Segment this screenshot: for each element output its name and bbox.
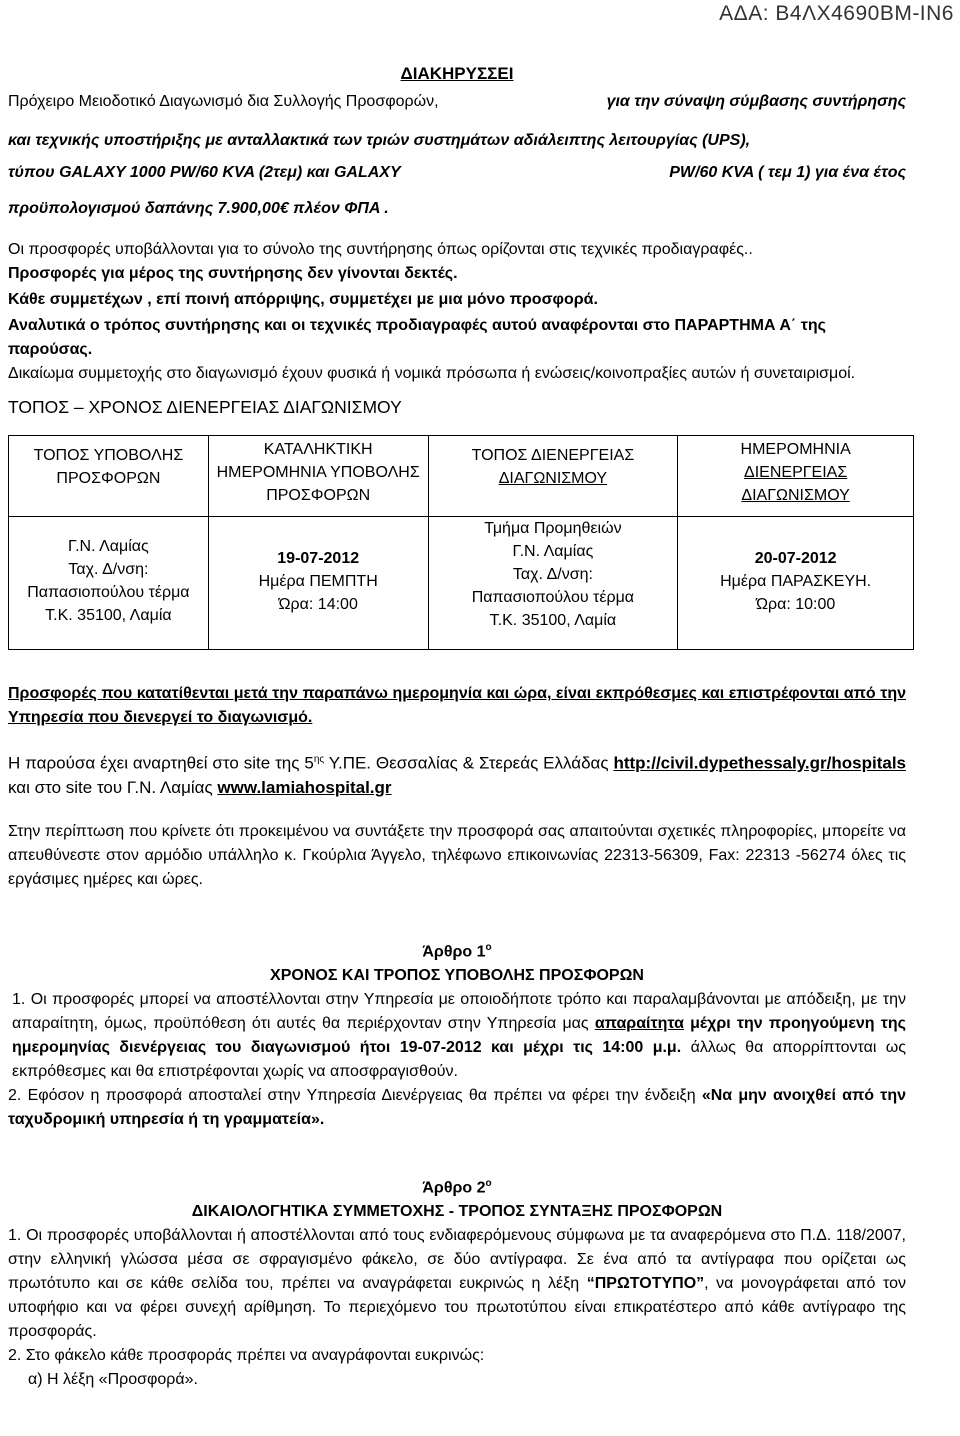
- link-lamiahospital[interactable]: www.lamiahospital.gr: [217, 777, 392, 797]
- intro-line-1a: Πρόχειρο Μειοδοτικό Διαγωνισμό δια Συλλογής Προσφορών,: [8, 93, 439, 110]
- article-2-heading: Άρθρο $2^o$: [422, 1177, 492, 1197]
- table-row: [9, 517, 914, 650]
- article-1-paragraph-1: 1. Οι προσφορές μπορεί να αποστέλλονται στην Υπηρεσία με οποιοδήποτε τρόπο και παραλαμβάνονται με απόδειξη, με την απαραίτητη, όμως, προϋπόθεση ότι αυτές θα περιέρχονταν στην Υπηρεσία μας απαραίτητα μέχρι την προηγούμενη της ημερομηνίας διενέργειας του διαγωνισμού ήτοι 19-07-2012 και μέχρι τις 14:00 μ.μ. άλλως θα απορρίπτονται ως εκπρόθεσμες και θα επιστρέφονται χωρίς να αποσφραγισθούν.: [12, 990, 906, 1080]
- paragraph-contact: Στην περίπτωση που κρίνετε ότι προκειμένου να συντάξετε την προσφορά σας απαιτούνται σχετικές πληροφορίες, μπορείτε να απευθύνεστε στον αρμόδιο υπάλληλο κ. Γκούρλια Άγγελο, τηλέφωνο επικοινωνίας 22313-56309, Fax: 22313 -56274 όλες τις εργάσιμες ημέρες και ώρες.: [8, 822, 906, 888]
- intro-block: [8, 88, 906, 224]
- article-1-title: ΧΡΟΝΟΣ ΚΑΙ ΤΡΟΠΟΣ ΥΠΟΒΟΛΗΣ ΠΡΟΣΦΟΡΩΝ: [270, 966, 644, 984]
- intro-line-3b: PW/60 KVA ( τεμ 1) για ένα έτος: [669, 164, 906, 181]
- article-1-paragraph-2: 2. Εφόσον η προσφορά αποσταλεί στην Υπηρεσία Διενέργειας θα πρέπει να φέρει την ένδειξη «Να μην ανοιχθεί από την ταχυδρομική υπηρεσία ή τη γραμματεία».: [8, 1086, 906, 1128]
- cell-conduct-place: Τμήμα Προμηθειών Γ.Ν. Λαμίας Ταχ. Δ/νση: Παπασιοπούλου τέρμα Τ.Κ. 35100, Λαμία: [428, 517, 678, 650]
- section-title-place-time: ΤΟΠΟΣ – ΧΡΟΝΟΣ ΔΙΕΝΕΡΓΕΙΑΣ ΔΙΑΓΩΝΙΣΜΟΥ: [8, 397, 402, 417]
- article-2-paragraph-2: 2. Στο φάκελο κάθε προσφοράς πρέπει να αναγράφονται ευκρινώς:: [8, 1347, 485, 1365]
- tender-schedule-table: [8, 435, 914, 650]
- paragraph-late-offers: Προσφορές που κατατίθενται μετά την παραπάνω ημερομηνία και ώρα, είναι εκπρόθεσμες και επιστρέφονται από την Υπηρεσία που διενεργεί το διαγωνισμό.: [8, 685, 906, 726]
- cell-submission-place: Γ.Ν. Λαμίας Ταχ. Δ/νση: Παπασιοπούλου τέρμα Τ.Κ. 35100, Λαμία: [9, 517, 209, 650]
- table-header-row: [9, 436, 914, 517]
- header-deadline: ΚΑΤΑΛΗΚΤΙΚΗ ΗΜΕΡΟΜΗΝΙΑ ΥΠΟΒΟΛΗΣ ΠΡΟΣΦΟΡΩΝ: [208, 436, 428, 517]
- document-page: [8, 62, 906, 1392]
- article-1: [8, 936, 906, 988]
- article-2: [8, 1172, 906, 1224]
- article-1-heading: Άρθρο $1^o$: [422, 941, 492, 960]
- ada-code: ΑΔΑ: Β4ΛΧ4690ΒΜ-ΙΝ6: [719, 2, 954, 25]
- paragraph-single-offer: Κάθε συμμετέχων , επί ποινή απόρριψης, συμμετέχει με μια μόνο προσφορά.: [8, 291, 598, 308]
- paragraph-partial: Προσφορές για μέρος της συντήρησης δεν γίνονται δεκτές.: [8, 265, 458, 282]
- paragraph-scope: Οι προσφορές υποβάλλονται για το σύνολο της συντήρησης όπως ορίζονται στις τεχνικές προδιαγραφές..: [8, 241, 753, 258]
- intro-line-1b: για την σύναψη σύμβασης συντήρησης: [606, 93, 906, 110]
- intro-line-3a: τύπου GALAXY 1000 PW/60 KVA (2τεμ) και GALAXY: [8, 164, 401, 181]
- link-dypethessaly[interactable]: http://civil.dypethessaly.gr/hospitals: [613, 753, 906, 773]
- article-2-paragraph-1: 1. Οι προσφορές υποβάλλονται ή αποστέλλονται από τους ενδιαφερόμενους σύμφωνα με τα αναφερόμενα στο Π.Δ. 118/2007, στην ελληνική γλώσσα μέσα σε σφραγισμένο φάκελο, σε δύο αντίγραφα. Σε ένα από τα αντίγραφα που ορίζεται ως πρωτότυπο και σε κάθε σελίδα του, πρέπει να αναγράφεται ευκρινώς η λέξη “ΠΡΩΤΟΤΥΠΟ”, να μονογράφεται από τον υποφήφιο και να φέρει συνεχή αρίθμηση. Το περιεχόμενο του πρωτοτύπου είναι επικρατέστερο από κάθε αντίγραφο της προσφοράς.: [8, 1227, 906, 1341]
- intro-line-2: και τεχνικής υποστήριξης με ανταλλακτικά των τριών συστημάτων αδιάλειπτης λειτουργίας (UPS),: [8, 132, 751, 149]
- document-title: ΔΙΑΚΗΡΥΣΣΕΙ: [400, 64, 514, 83]
- paragraph-posted: Η παρούσα έχει αναρτηθεί στο site της $5^{\eta\varsigma}$ Υ.ΠΕ. Θεσσαλίας & Στερεάς Ελλάδας http://civil.dypethessaly.gr/hospitals και στο site του Γ.Ν. Λαμίας www.lamiahospital.gr: [8, 753, 906, 797]
- paragraph-annex: Αναλυτικά ο τρόπος συντήρησης και οι τεχνικές προδιαγραφές αυτού αναφέρονται στο ΠΑΡΑΡΤΗΜΑ Α΄ της παρούσας.: [8, 317, 826, 358]
- paragraph-eligibility: Δικαίωμα συμμετοχής στο διαγωνισμό έχουν φυσικά ή νομικά πρόσωπα ή ενώσεις/κοινοπραξίες αυτών ή συνεταιρισμοί.: [8, 365, 856, 382]
- cell-conduct-date: 20-07-2012 Ημέρα ΠΑΡΑΣΚΕΥΗ. Ώρα: 10:00: [678, 517, 914, 650]
- header-conduct-date: ΗΜΕΡΟΜΗΝΙΑ ΔΙΕΝΕΡΓΕΙΑΣ ΔΙΑΓΩΝΙΣΜΟΥ: [678, 436, 914, 517]
- article-2-title: ΔΙΚΑΙΟΛΟΓΗΤΙΚΑ ΣΥΜΜΕΤΟΧΗΣ - ΤΡΟΠΟΣ ΣΥΝΤΑΞΗΣ ΠΡΟΣΦΟΡΩΝ: [191, 1203, 723, 1221]
- header-submission-place: ΤΟΠΟΣ ΥΠΟΒΟΛΗΣ ΠΡΟΣΦΟΡΩΝ: [9, 436, 209, 517]
- article-2-paragraph-3: α) Η λέξη «Προσφορά».: [28, 1371, 198, 1389]
- cell-deadline: 19-07-2012 Ημέρα ΠΕΜΠΤΗ Ώρα: 14:00: [208, 517, 428, 650]
- header-conduct-place: ΤΟΠΟΣ ΔΙΕΝΕΡΓΕΙΑΣ ΔΙΑΓΩΝΙΣΜΟΥ: [428, 436, 678, 517]
- intro-line-4: προϋπολογισμού δαπάνης 7.900,00€ πλέον ΦΠΑ .: [8, 200, 389, 217]
